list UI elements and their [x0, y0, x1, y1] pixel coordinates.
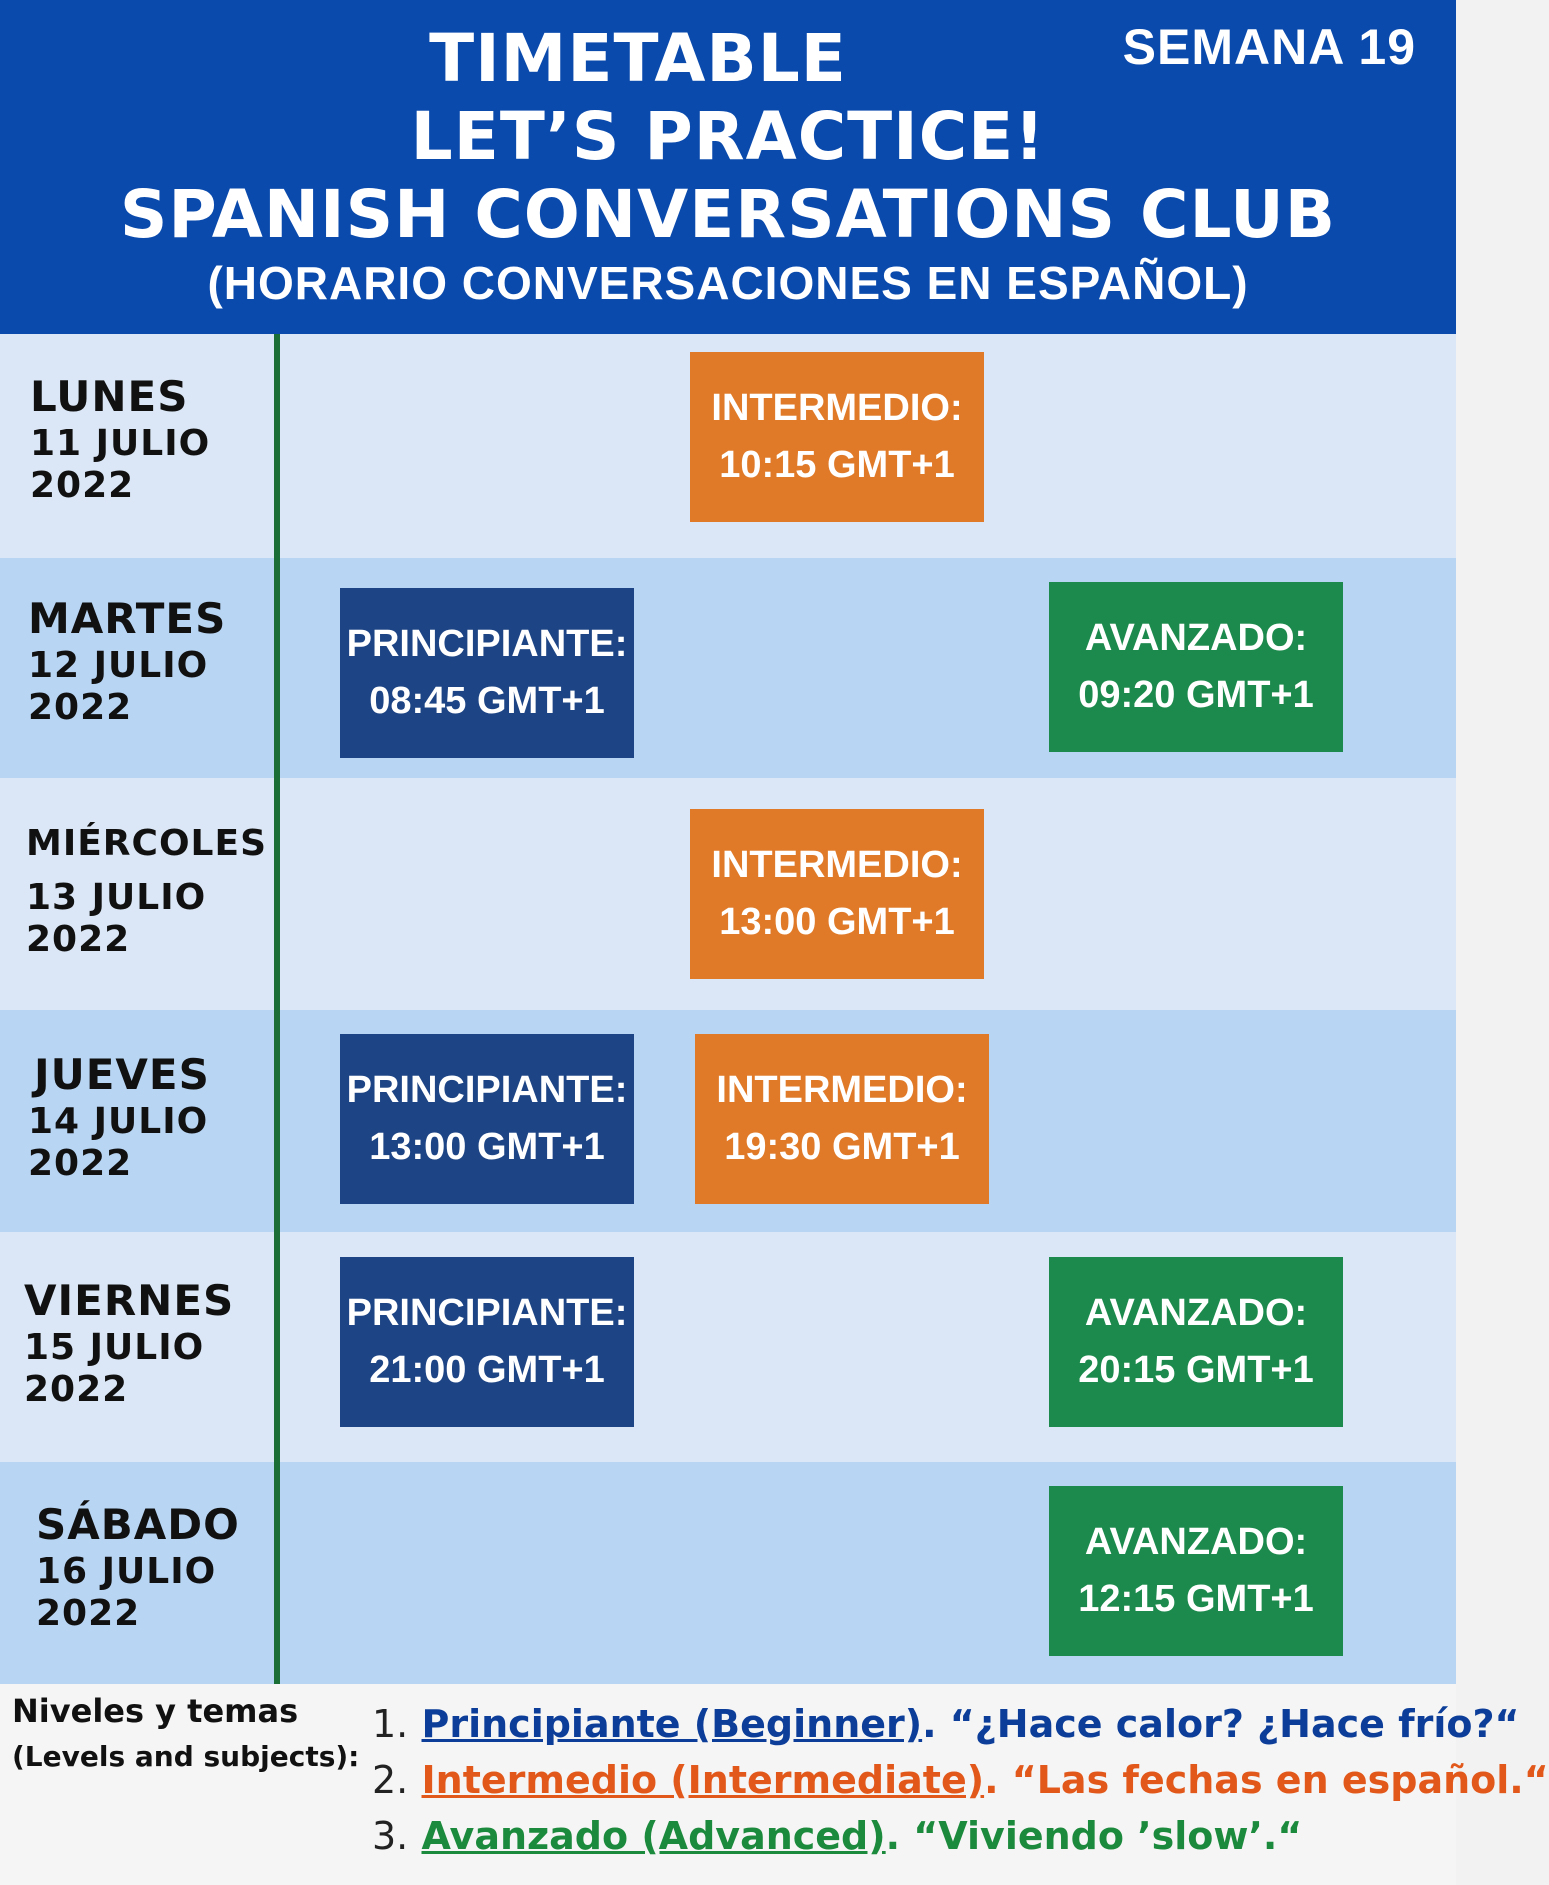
session-level: AVANZADO: — [1084, 1292, 1308, 1334]
session-time: 12:15 GMT+1 — [1078, 1578, 1314, 1620]
day-name: VIERNES — [24, 1276, 235, 1325]
day-year: 2022 — [36, 1593, 141, 1634]
subtitle: (HORARIO CONVERSACIONES EN ESPAÑOL) — [207, 257, 1249, 309]
day-lunes — [30, 372, 211, 506]
session-level: PRINCIPIANTE: — [346, 623, 628, 665]
session-time: 21:00 GMT+1 — [369, 1349, 605, 1391]
session-time: 13:00 GMT+1 — [369, 1126, 605, 1168]
day-name: SÁBADO — [36, 1500, 240, 1549]
session-time: 09:20 GMT+1 — [1078, 674, 1314, 716]
day-sabado — [36, 1500, 240, 1634]
legend-link-principiante[interactable]: Principiante (Beginner) — [421, 1702, 923, 1746]
session-sabado-avanzado[interactable] — [1049, 1486, 1343, 1656]
day-martes — [28, 594, 227, 728]
week-label: SEMANA 19 — [1122, 19, 1416, 75]
legend-item-avanzado — [372, 1814, 1302, 1858]
session-time: 20:15 GMT+1 — [1078, 1349, 1314, 1391]
day-date: 11 JULIO — [30, 423, 211, 464]
day-date: 15 JULIO — [24, 1327, 205, 1368]
title-line-1: TIMETABLE — [429, 20, 847, 97]
title-line-2: LET’S PRACTICE! — [410, 98, 1046, 175]
day-year: 2022 — [24, 1369, 129, 1410]
title-line-3: SPANISH CONVERSATIONS CLUB — [119, 176, 1337, 253]
day-jueves — [28, 1050, 210, 1184]
day-date: 12 JULIO — [28, 645, 209, 686]
session-miercoles-intermedio[interactable] — [690, 809, 984, 979]
day-miercoles — [26, 823, 268, 960]
day-date: 14 JULIO — [28, 1101, 209, 1142]
session-time: 10:15 GMT+1 — [719, 444, 955, 486]
day-name: MARTES — [28, 594, 227, 643]
day-viernes — [24, 1276, 235, 1410]
day-name: LUNES — [30, 372, 189, 421]
legend-subheading: (Levels and subjects): — [12, 1740, 360, 1773]
session-level: AVANZADO: — [1084, 1521, 1308, 1563]
legend-topic: . “Las fechas en español.“ — [984, 1758, 1549, 1802]
session-jueves-intermedio[interactable] — [695, 1034, 989, 1204]
session-martes-avanzado[interactable] — [1049, 582, 1343, 752]
day-date: 16 JULIO — [36, 1551, 217, 1592]
day-year: 2022 — [30, 465, 135, 506]
session-level: INTERMEDIO: — [716, 1069, 968, 1111]
session-level: INTERMEDIO: — [711, 387, 963, 429]
legend-link-intermedio[interactable]: Intermedio (Intermediate) — [421, 1758, 985, 1802]
session-lunes-intermedio[interactable] — [690, 352, 984, 522]
session-time: 19:30 GMT+1 — [724, 1126, 960, 1168]
session-time: 08:45 GMT+1 — [369, 680, 605, 722]
day-year: 2022 — [28, 1143, 133, 1184]
session-time: 13:00 GMT+1 — [719, 901, 955, 943]
legend-link-avanzado[interactable]: Avanzado (Advanced) — [421, 1814, 886, 1858]
session-level: PRINCIPIANTE: — [346, 1292, 628, 1334]
legend-heading: Niveles y temas — [12, 1692, 299, 1730]
day-date: 13 JULIO — [26, 877, 207, 918]
day-name: JUEVES — [34, 1050, 210, 1099]
legend-number: 2. — [372, 1758, 409, 1802]
divider-line — [274, 334, 280, 1684]
session-jueves-principiante[interactable] — [340, 1034, 634, 1204]
session-level: INTERMEDIO: — [711, 844, 963, 886]
session-viernes-principiante[interactable] — [340, 1257, 634, 1427]
day-year: 2022 — [28, 687, 133, 728]
day-year: 2022 — [26, 919, 131, 960]
legend-number: 1. — [372, 1702, 409, 1746]
legend-number: 3. — [372, 1814, 409, 1858]
legend-item-principiante — [372, 1702, 1520, 1746]
day-name: MIÉRCOLES — [26, 823, 268, 864]
session-level: PRINCIPIANTE: — [346, 1069, 628, 1111]
legend-topic: . “¿Hace calor? ¿Hace frío?“ — [922, 1702, 1520, 1746]
session-viernes-avanzado[interactable] — [1049, 1257, 1343, 1427]
session-martes-principiante[interactable] — [340, 588, 634, 758]
session-level: AVANZADO: — [1084, 617, 1308, 659]
legend-topic: . “Viviendo ’slow’.“ — [885, 1814, 1303, 1858]
legend-item-intermedio — [372, 1758, 1549, 1802]
header — [0, 0, 1456, 334]
levels-legend — [0, 1684, 1549, 1885]
